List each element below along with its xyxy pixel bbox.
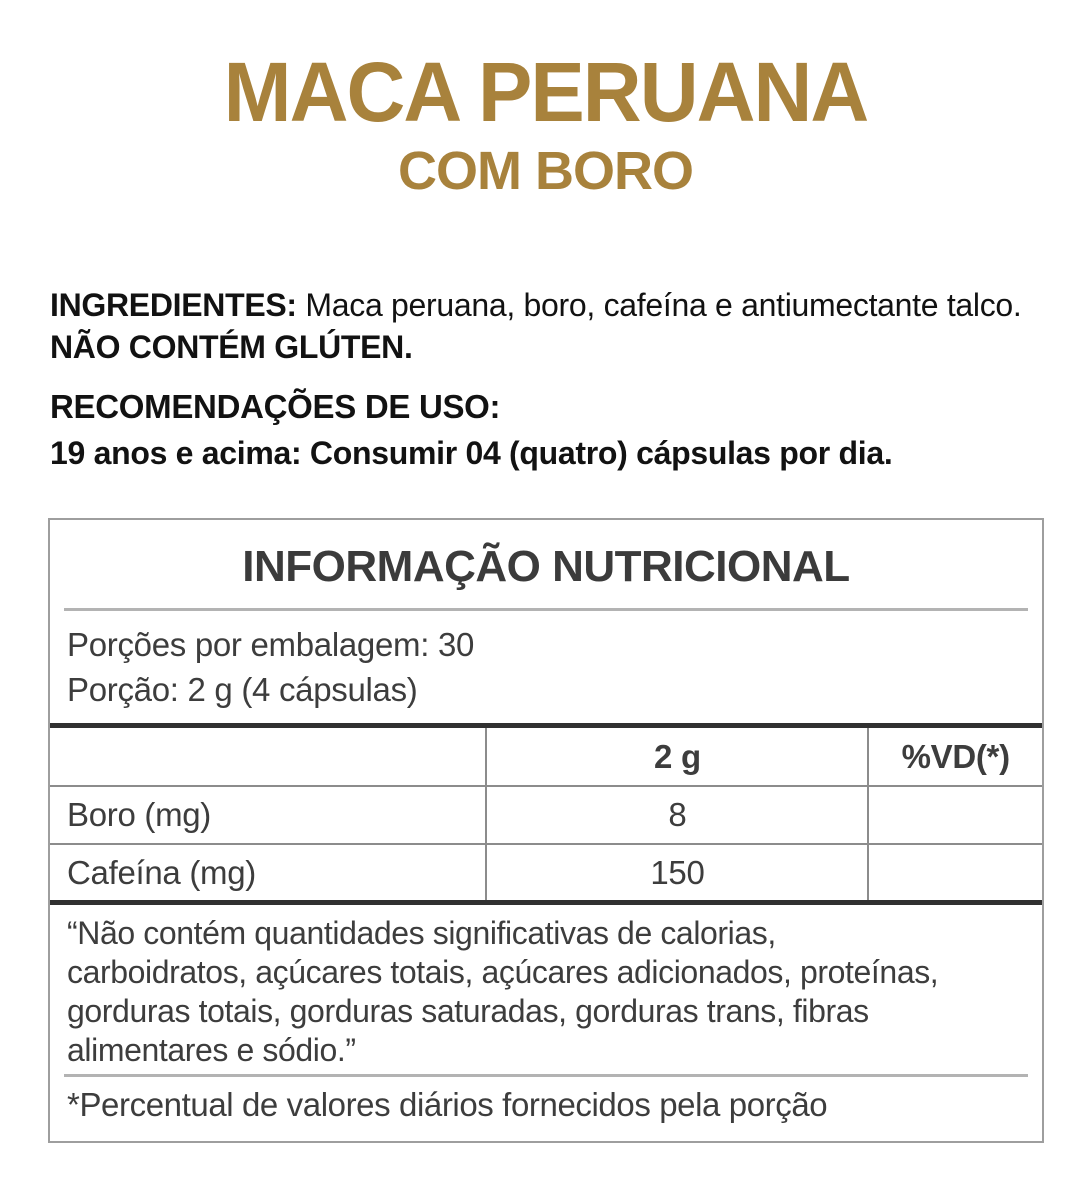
nutrition-panel-title: INFORMAÇÃO NUTRICIONAL [242, 542, 850, 591]
nutrient-name: Cafeína (mg) [67, 853, 256, 891]
table-row [50, 787, 1042, 845]
ingredients-list: Maca peruana, boro, cafeína e antiumectante talco. [305, 286, 1022, 323]
table-row [50, 845, 1042, 900]
no-significant-amounts-note [50, 905, 1042, 1074]
table-header-row [50, 728, 1042, 787]
footnote-line: carboidratos, açúcares totais, açúcares adicionados, proteínas, [67, 954, 939, 990]
ingredients-paragraph [50, 284, 1044, 368]
nutrient-name: Boro (mg) [67, 796, 211, 833]
footnote-line: gorduras totais, gorduras saturadas, gorduras trans, fibras [67, 993, 869, 1029]
nutrition-table [50, 723, 1042, 905]
servings-per-package: Porções por embalagem: 30 [67, 626, 475, 663]
ingredients-label: INGREDIENTES: [50, 286, 297, 323]
serving-size: Porção: 2 g (4 cápsulas) [67, 671, 418, 708]
serving-info [50, 611, 1042, 723]
footnote-line: “Não contém quantidades significativas de calorias, [67, 915, 776, 951]
nutrient-vd [869, 845, 1042, 900]
nutrient-amount: 150 [485, 845, 869, 900]
recommendations-text: 19 anos e acima: Consumir 04 (quatro) cápsulas por dia. [50, 434, 893, 471]
header-amount-col: 2 g [485, 728, 869, 785]
recommendations-heading: RECOMENDAÇÕES DE USO: [50, 387, 501, 425]
brand-header [0, 0, 1091, 202]
info-block [50, 284, 1044, 474]
footnote-line: alimentares e sódio.” [67, 1032, 356, 1068]
product-subtitle: COM BORO [398, 141, 693, 202]
nutrient-amount: 8 [485, 787, 869, 843]
header-vd-col: %VD(*) [901, 737, 1010, 775]
gluten-statement: NÃO CONTÉM GLÚTEN. [50, 328, 413, 365]
nutrition-facts-panel [48, 518, 1044, 1143]
nutrient-vd [869, 787, 1042, 843]
product-title: MACA PERUANA [223, 45, 868, 139]
daily-value-note: *Percentual de valores diários fornecidos pela porção [67, 1086, 828, 1123]
